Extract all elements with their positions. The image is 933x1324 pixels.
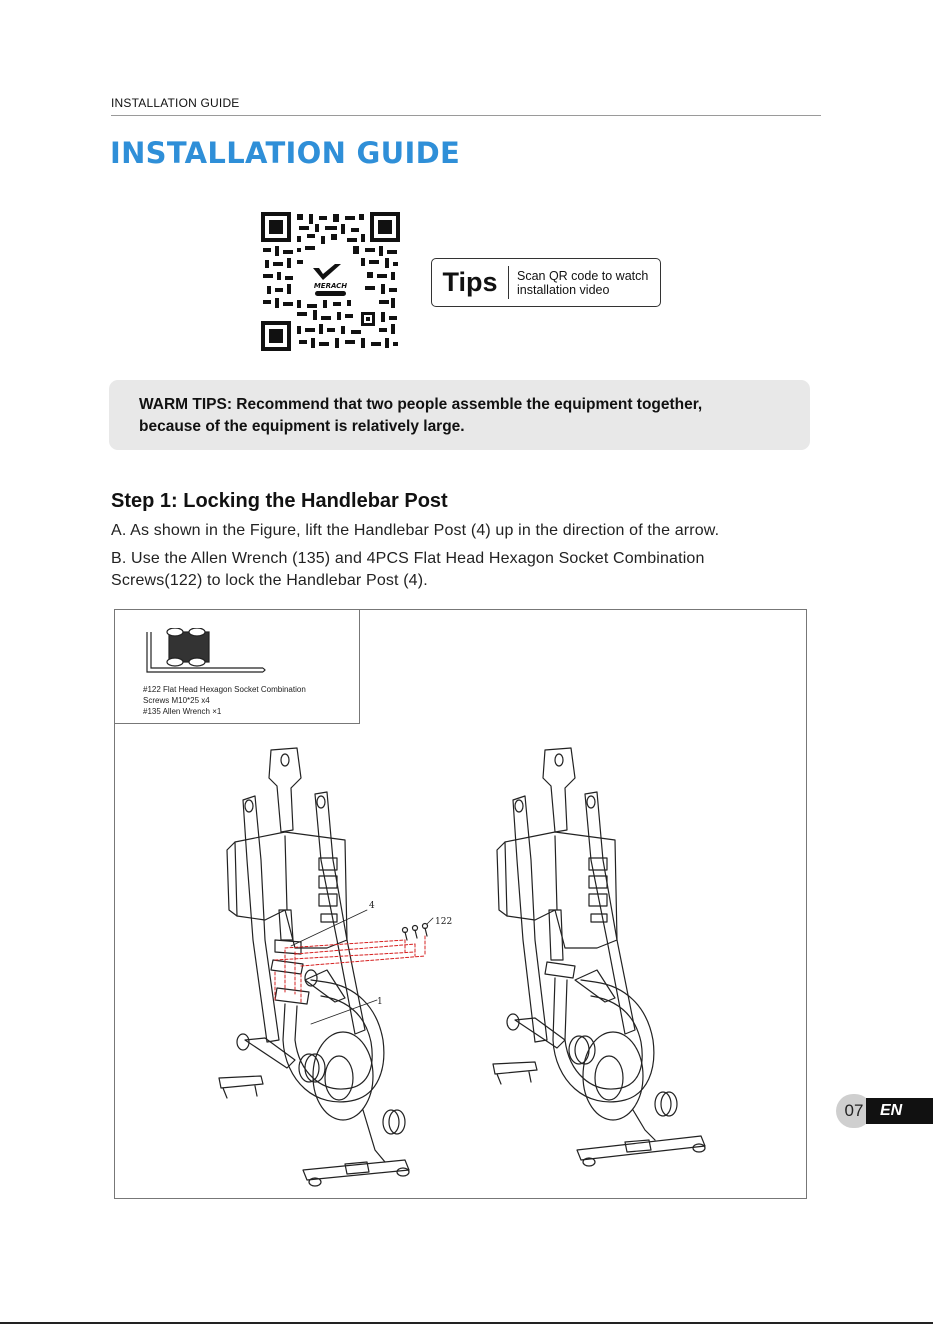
callout-screws: 122 bbox=[435, 917, 453, 927]
parts-line-2: Screws M10*25 x4 bbox=[143, 696, 210, 705]
warm-tips-banner bbox=[109, 380, 810, 450]
step-1-instruction-b-line-1: B. Use the Allen Wrench (135) and 4PCS Flat Head Hexagon Socket Combination bbox=[111, 550, 705, 567]
running-header: INSTALLATION GUIDE bbox=[111, 96, 240, 110]
tips-text bbox=[509, 269, 648, 297]
parts-line-1: #122 Flat Head Hexagon Socket Combination bbox=[143, 685, 306, 694]
alignment-guides bbox=[275, 936, 425, 1002]
callout-post: 4 bbox=[369, 901, 375, 911]
header-rule bbox=[111, 115, 821, 116]
parts-box bbox=[115, 610, 360, 724]
tips-line-2: installation video bbox=[517, 282, 610, 297]
machine-before bbox=[219, 748, 433, 1186]
warm-tips-line-1: WARM TIPS: Recommend that two people assemble the equipment together, bbox=[139, 396, 703, 413]
step-1-instruction-a: A. As shown in the Figure, lift the Handlebar Post (4) up in the direction of the arrow. bbox=[111, 522, 720, 539]
tips-line-1: Scan QR code to watch bbox=[517, 268, 649, 283]
assembly-figure bbox=[114, 609, 807, 1199]
step-1-instruction-b bbox=[111, 548, 705, 592]
tips-callout bbox=[431, 258, 661, 307]
qr-logo-text: MERACH bbox=[313, 282, 348, 290]
parts-list bbox=[143, 684, 306, 717]
parts-line-3: #135 Allen Wrench ×1 bbox=[143, 707, 222, 716]
machine-after bbox=[493, 748, 705, 1166]
tips-label: Tips bbox=[442, 267, 498, 297]
step-1-title: Step 1: Locking the Handlebar Post bbox=[111, 490, 448, 512]
page-title: INSTALLATION GUIDE bbox=[110, 136, 461, 170]
parts-illustration bbox=[143, 628, 273, 678]
step-1-instruction-b-line-2: Screws(122) to lock the Handlebar Post (4). bbox=[111, 572, 428, 589]
qr-code-graphic bbox=[261, 212, 400, 351]
page-number: 07 bbox=[836, 1094, 872, 1128]
callout-frame: 1 bbox=[377, 997, 383, 1007]
language-tab: EN bbox=[866, 1098, 933, 1124]
warm-tips-line-2: because of the equipment is relatively large. bbox=[139, 418, 465, 435]
qr-code[interactable] bbox=[261, 212, 400, 351]
